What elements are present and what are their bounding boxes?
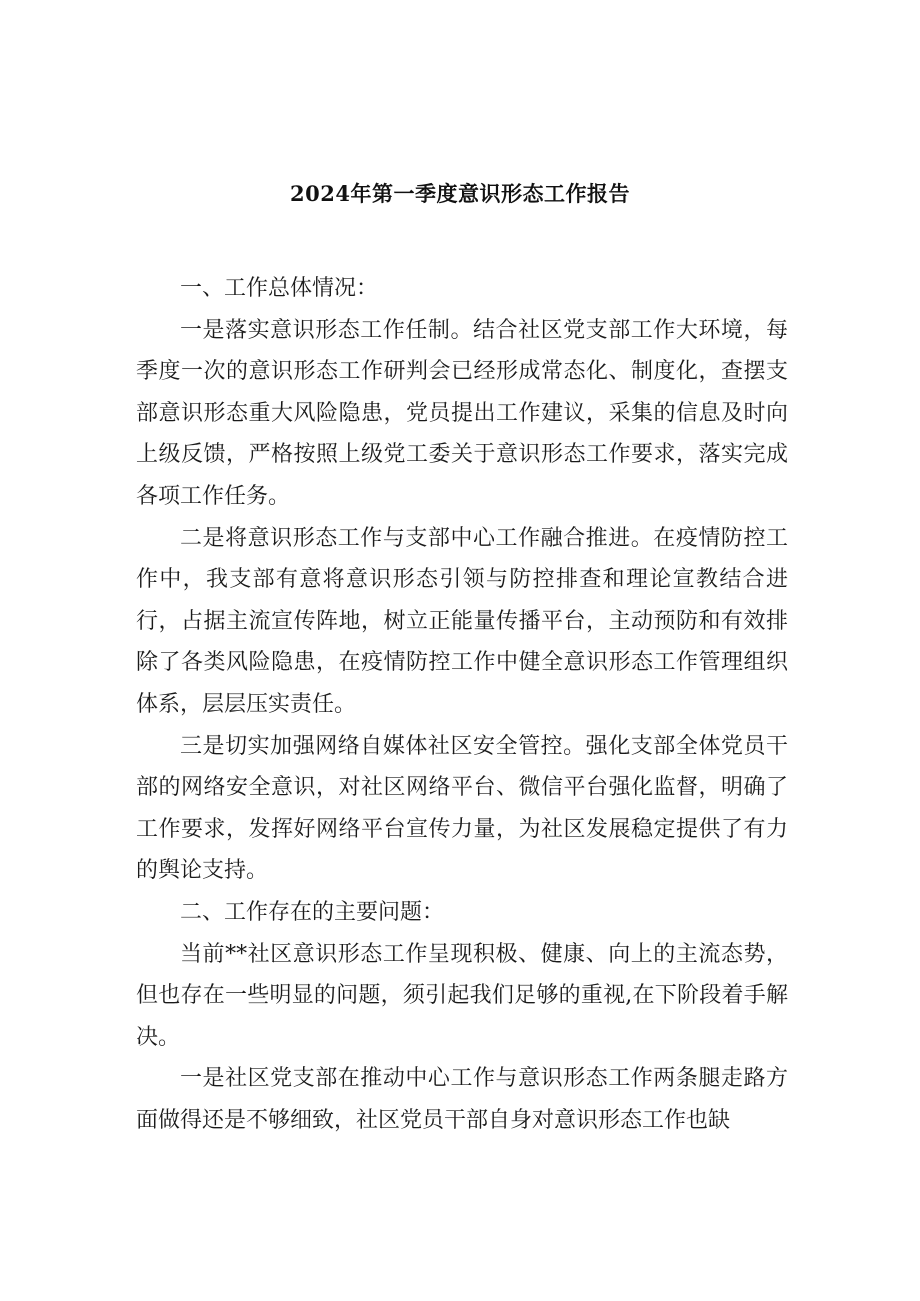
paragraph-implementation: 一是落实意识形态工作任制。结合社区党支部工作大环境，每季度一次的意识形态工作研判会已经形成常态化、制度化，查摆支部意识形态重大风险隐患，党员提出工作建议，采集的信息及时向上级反馈，严格按照上级党工委关于意识形态工作要求，落实完成各项工作任务。 — [136, 317, 788, 509]
section-heading-overall: 一、工作总体情况： — [180, 276, 379, 301]
document-title: 2024年第一季度意识形态工作报告 — [290, 181, 630, 206]
section-heading-problems: 二、工作存在的主要问题： — [180, 899, 445, 925]
paragraph-current-situation: 当前**社区意识形态工作呈现积极、健康、向上的主流态势，但也存在一些明显的问题，须引起我们足够的重视,在下阶段着手解决。 — [136, 941, 788, 1050]
paragraph-network-control: 三是切实加强网络自媒体社区安全管控。强化支部全体党员干部的网络安全意识，对社区网络平台、微信平台强化监督，明确了工作要求，发挥好网络平台宣传力量，为社区发展稳定提供了有力的舆论支持。 — [136, 733, 788, 884]
document-body — [136, 268, 788, 1141]
paragraph-integration: 二是将意识形态工作与支部中心工作融合推进。在疫情防控工作中，我支部有意将意识形态引领与防控排查和理论宣教结合进行，占据主流宣传阵地，树立正能量传播平台，主动预防和有效排除了各类风险隐患，在疫情防控工作中健全意识形态工作管理组织体系，层层压实责任。 — [136, 525, 788, 717]
paragraph-problem-one: 一是社区党支部在推动中心工作与意识形态工作两条腿走路方面做得还是不够细致，社区党员干部自身对意识形态工作也缺 — [136, 1066, 788, 1133]
